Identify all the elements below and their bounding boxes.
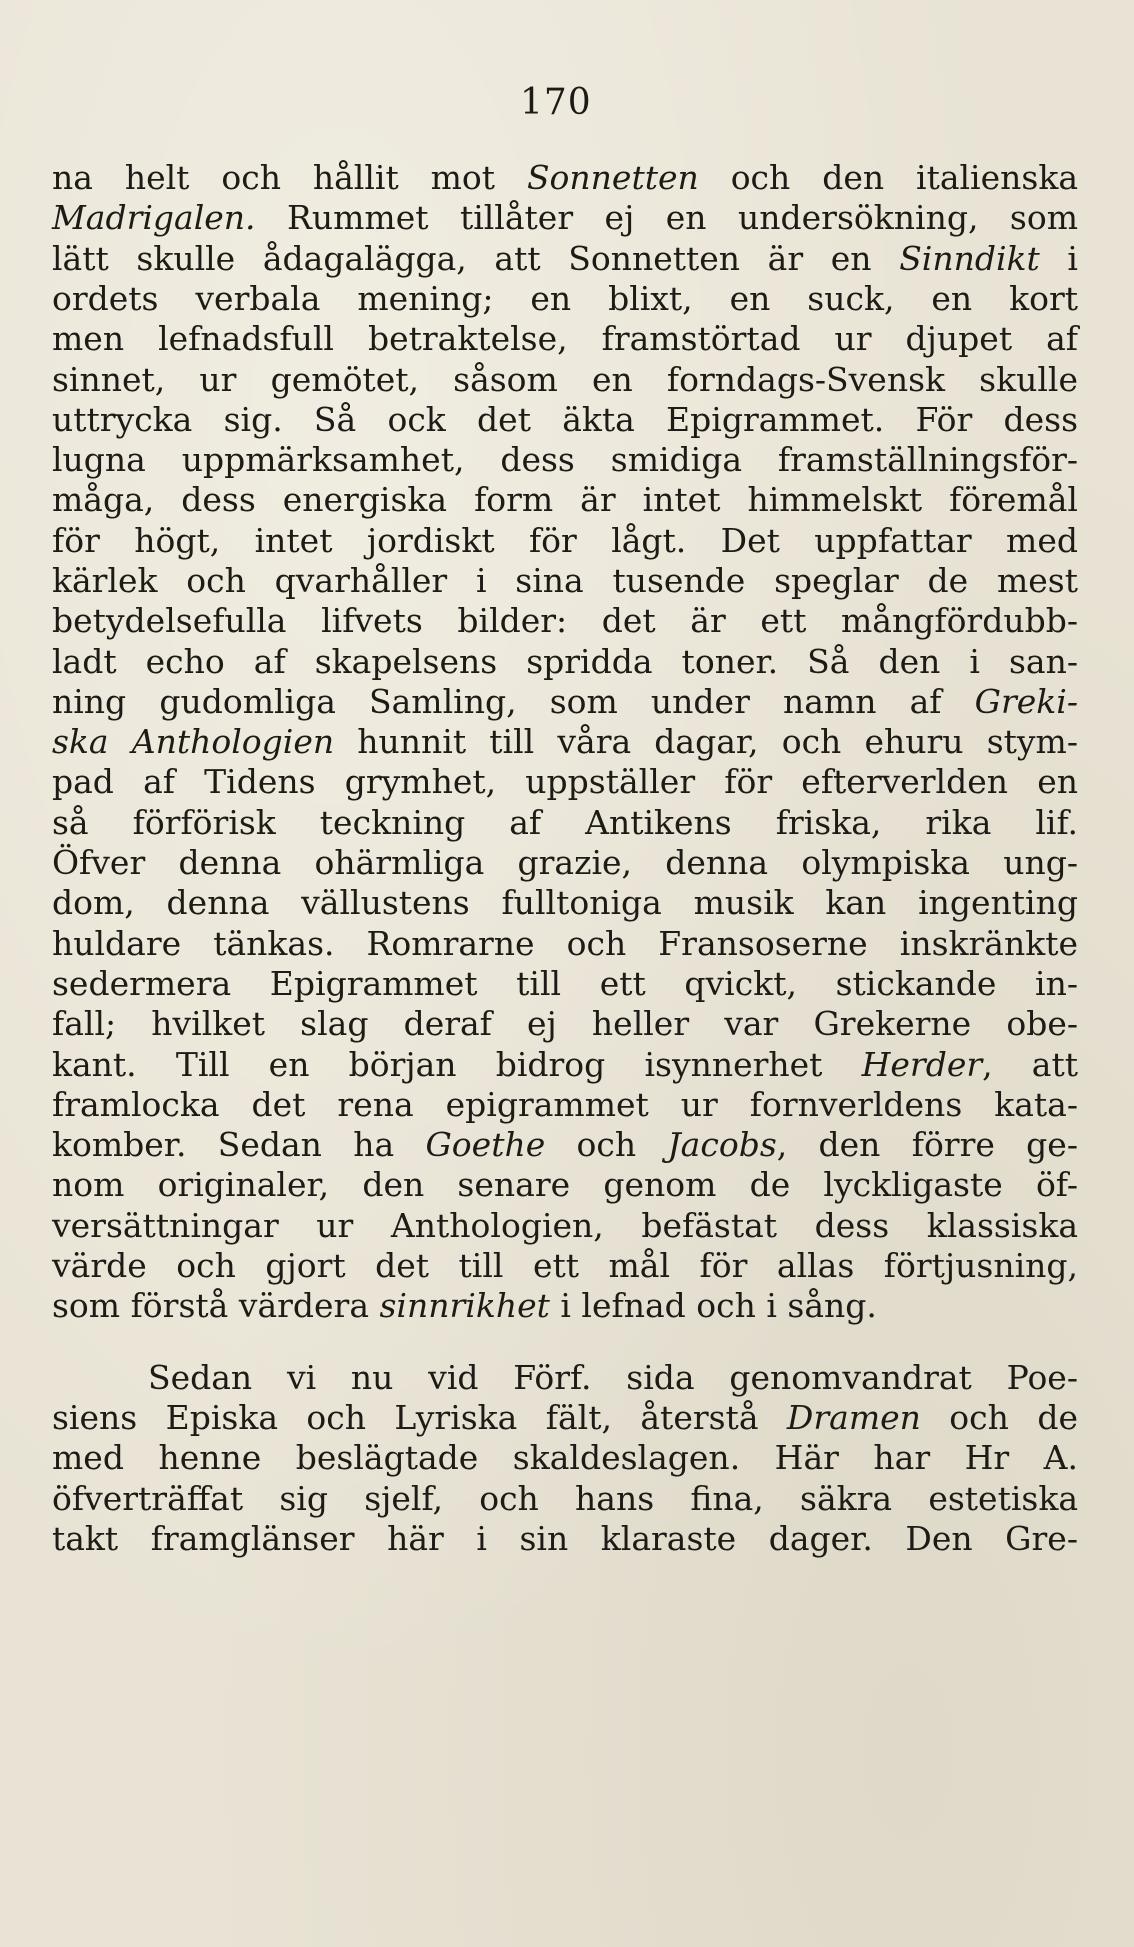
text-segment: nom originaler, den senare genom de lyckligaste öf- — [52, 1165, 1078, 1204]
text-line — [52, 1398, 1078, 1438]
text-segment: takt framglänser här i sin klaraste dager. Den Gre- — [52, 1519, 1078, 1558]
text-segment: och de — [920, 1398, 1078, 1437]
text-segment: dom, denna vällustens fulltoniga musik kan ingenting — [52, 883, 1078, 922]
text-segment: för högt, intet jordiskt för lågt. Det uppfattar med — [52, 521, 1078, 560]
italic-text: Sonnetten — [526, 158, 699, 197]
text-segment: Rummet tillåter ej en undersökning, som — [255, 198, 1078, 237]
text-line — [52, 1206, 1078, 1246]
text-segment: pad af Tidens grymhet, uppställer för efterverlden en — [52, 762, 1078, 801]
text-segment: huldare tänkas. Romrarne och Fransoserne inskränkte — [52, 924, 1078, 963]
italic-text: Herder — [861, 1045, 983, 1084]
text-segment: komber. Sedan ha — [52, 1125, 426, 1164]
text-segment: och den italienska — [698, 158, 1079, 197]
text-segment: lätt skulle ådagalägga, att Sonnetten är en — [52, 239, 900, 278]
text-line — [52, 601, 1078, 641]
text-line — [52, 440, 1078, 480]
text-line — [52, 924, 1078, 964]
text-line — [52, 1004, 1078, 1044]
text-segment: sinnet, ur gemötet, såsom en forndags-Svensk skulle — [52, 360, 1078, 399]
text-line — [52, 521, 1078, 561]
text-line — [52, 1165, 1078, 1205]
text-line — [52, 279, 1078, 319]
italic-text: Greki- — [974, 682, 1078, 721]
italic-text: Jacobs — [667, 1125, 777, 1164]
text-segment: i — [1039, 239, 1078, 278]
text-segment: men lefnadsfull betraktelse, framstörtad ur djupet af — [52, 319, 1078, 358]
text-line — [52, 1286, 1078, 1326]
italic-text: Dramen — [786, 1398, 921, 1437]
page-number: 170 — [520, 82, 592, 123]
italic-text: Madrigalen. — [52, 198, 256, 237]
text-line — [52, 158, 1078, 198]
text-segment: ning gudomliga Samling, som under namn af — [52, 682, 975, 721]
text-line — [148, 1358, 1078, 1398]
text-line — [52, 360, 1078, 400]
text-line — [52, 883, 1078, 923]
text-segment: Öfver denna ohärmliga grazie, denna olympiska ung- — [52, 843, 1078, 882]
text-segment: Sedan vi nu vid Förf. sida genomvandrat Poe- — [148, 1358, 1078, 1397]
text-line — [52, 1438, 1078, 1478]
text-segment: versättningar ur Anthologien, befästat dess klassiska — [52, 1206, 1078, 1245]
text-segment: fall; hvilket slag deraf ej heller var Grekerne obe- — [52, 1004, 1078, 1043]
text-segment: , att — [982, 1045, 1078, 1084]
text-line — [52, 1045, 1078, 1085]
text-segment: hunnit till våra dagar, och ehuru stym- — [334, 722, 1078, 761]
text-segment: värde och gjort det till ett mål för allas förtjusning, — [52, 1246, 1078, 1285]
text-line — [52, 239, 1078, 279]
text-segment: och — [545, 1125, 668, 1164]
text-line — [52, 480, 1078, 520]
italic-text: sinnrikhet — [379, 1286, 550, 1325]
text-segment: ladt echo af skapelsens spridda toner. Så den i san- — [52, 642, 1078, 681]
text-line — [52, 1246, 1078, 1286]
text-segment: sedermera Epigrammet till ett qvickt, stickande in- — [52, 964, 1078, 1003]
text-segment: na helt och hållit mot — [52, 158, 527, 197]
text-segment: lugna uppmärksamhet, dess smidiga framställningsför- — [52, 440, 1078, 479]
text-segment: siens Episka och Lyriska fält, återstå — [52, 1398, 787, 1437]
text-segment: betydelsefulla lifvets bilder: det är ett mångfördubb- — [52, 601, 1078, 640]
text-line — [52, 803, 1078, 843]
text-segment: som förstå värdera — [52, 1286, 380, 1325]
text-line — [52, 722, 1078, 762]
text-line — [52, 642, 1078, 682]
text-segment: måga, dess energiska form är intet himmelskt föremål — [52, 480, 1078, 519]
text-segment: framlocka det rena epigrammet ur fornverldens kata- — [52, 1085, 1078, 1124]
text-line — [52, 1519, 1078, 1559]
text-segment: ordets verbala mening; en blixt, en suck, en kort — [52, 279, 1078, 318]
text-segment: , den förre ge- — [776, 1125, 1078, 1164]
text-segment: så förförisk teckning af Antikens friska, rika lif. — [52, 803, 1078, 842]
text-line — [52, 400, 1078, 440]
text-line — [52, 1085, 1078, 1125]
text-line — [52, 1479, 1078, 1519]
text-segment: uttrycka sig. Så ock det äkta Epigrammet. För dess — [52, 400, 1078, 439]
italic-text: Goethe — [425, 1125, 546, 1164]
text-segment: med henne beslägtade skaldeslagen. Här har Hr A. — [52, 1438, 1078, 1477]
text-segment: i lefnad och i sång. — [549, 1286, 877, 1325]
text-line — [52, 964, 1078, 1004]
text-segment: kant. Till en början bidrog isynnerhet — [52, 1045, 862, 1084]
italic-text: Sinndikt — [899, 239, 1040, 278]
italic-text: ska Anthologien — [52, 722, 335, 761]
text-segment: öfverträffat sig sjelf, och hans fina, säkra estetiska — [52, 1479, 1078, 1518]
text-segment: kärlek och qvarhåller i sina tusende speglar de mest — [52, 561, 1078, 600]
text-line — [52, 561, 1078, 601]
text-line — [52, 1125, 1078, 1165]
text-line — [52, 843, 1078, 883]
text-line — [52, 762, 1078, 802]
text-line — [52, 682, 1078, 722]
text-line — [52, 198, 1078, 238]
text-line — [52, 319, 1078, 359]
